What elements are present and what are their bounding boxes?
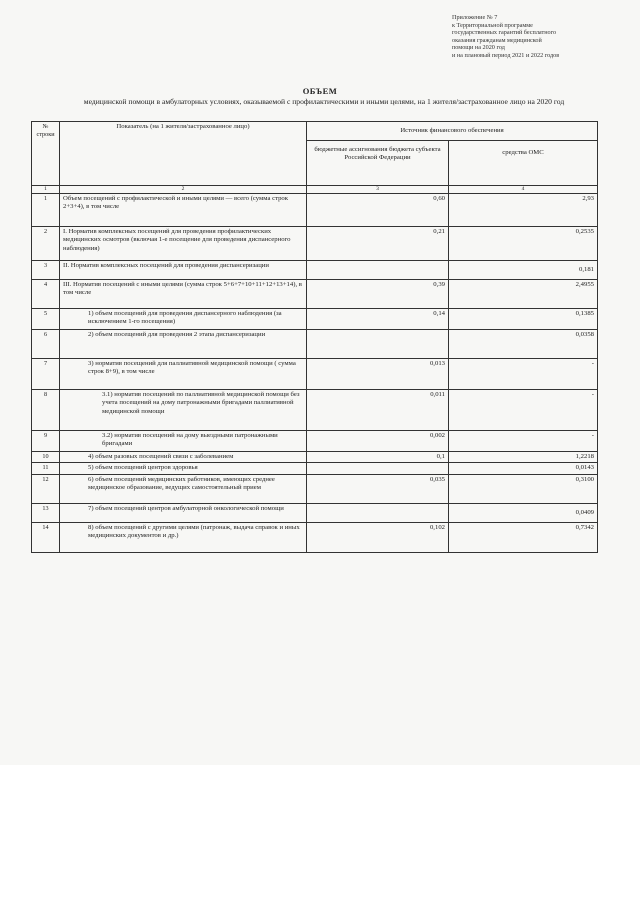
table-row [32, 503, 598, 522]
row-indicator: 1) объем посещений для проведения диспансерного наблюдения (за исключением 1-го посещения) [60, 309, 307, 330]
row-oms-value: 0,0409 [449, 503, 598, 522]
row-indicator: Объем посещений с профилактической и иными целями — всего (сумма строк 2+3+4), в том числе [60, 194, 307, 227]
appendix-line: к Территориальной программе [452, 21, 533, 29]
table-row [32, 463, 598, 474]
row-oms-value: - [449, 390, 598, 431]
appendix-note [452, 14, 632, 60]
row-indicator: III. Норматив посещений с иными целями (сумма строк 5+6+7+10+11+12+13+14), в том числе [60, 280, 307, 309]
table-row [32, 194, 598, 227]
row-indicator: I. Норматив комплексных посещений для проведения профилактических медицинских осмотров (включая 1-е посещение для проведения диспансерного наблюдения) [60, 227, 307, 261]
appendix-line: помощи на 2020 год [452, 44, 505, 52]
column-number: 3 [307, 186, 449, 194]
row-oms-value: 1,2218 [449, 452, 598, 463]
table-row [32, 522, 598, 552]
header-financing-source: Источник финансового обеспечения [307, 122, 598, 141]
table-row [32, 359, 598, 390]
row-oms-value: - [449, 431, 598, 452]
row-number: 6 [32, 330, 60, 359]
row-oms-value: 2,4955 [449, 280, 598, 309]
row-oms-value: 0,0143 [449, 463, 598, 474]
row-indicator: 6) объем посещений медицинских работников, имеющих среднее медицинское образование, ведущих самостоятельный прием [60, 474, 307, 503]
row-budget-value: 0,102 [307, 522, 449, 552]
row-indicator: 5) объем посещений центров здоровья [60, 463, 307, 474]
row-indicator: 3.1) норматив посещений по паллиативной медицинской помощи без учета посещений на дому патронажными бригадами паллиативной медицинской помощи [60, 390, 307, 431]
table-row [32, 474, 598, 503]
row-budget-value [307, 463, 449, 474]
table-row [32, 280, 598, 309]
row-indicator: 3.2) норматив посещений на дому выездными патронажными бригадами [60, 431, 307, 452]
row-oms-value: 0,2535 [449, 227, 598, 261]
row-oms-value: 0,7342 [449, 522, 598, 552]
document-title: ОБЪЕМ [302, 86, 338, 96]
row-number: 9 [32, 431, 60, 452]
appendix-line: оказания гражданам медицинской [452, 36, 542, 44]
row-budget-value: 0,002 [307, 431, 449, 452]
row-oms-value: 2,93 [449, 194, 598, 227]
table-row [32, 309, 598, 330]
row-budget-value: 0,035 [307, 474, 449, 503]
row-budget-value [307, 261, 449, 280]
row-oms-value: 0,3100 [449, 474, 598, 503]
table-row [32, 330, 598, 359]
row-number: 4 [32, 280, 60, 309]
row-oms-value: - [449, 359, 598, 390]
document-subtitle: медицинской помощи в амбулаторных условиях, оказываемой с профилактическими и иными целями, на 1 жителя/застрахованное лицо на 2020 год [83, 97, 565, 106]
row-budget-value: 0,60 [307, 194, 449, 227]
row-number: 11 [32, 463, 60, 474]
row-indicator: II. Норматив комплексных посещений для проведения диспансеризации [60, 261, 307, 280]
table-row [32, 431, 598, 452]
row-oms-value: 0,181 [449, 261, 598, 280]
row-number: 10 [32, 452, 60, 463]
table-row [32, 227, 598, 261]
header-budget: бюджетные ассигнования бюджета субъекта Российской Федерации [307, 141, 449, 186]
row-budget-value [307, 330, 449, 359]
row-budget-value [307, 503, 449, 522]
column-number: 2 [60, 186, 307, 194]
row-number: 2 [32, 227, 60, 261]
table-row [32, 452, 598, 463]
row-oms-value: 0,1385 [449, 309, 598, 330]
table-row [32, 261, 598, 280]
row-oms-value: 0,0358 [449, 330, 598, 359]
row-indicator: 4) объем разовых посещений связи с заболеванием [60, 452, 307, 463]
row-number: 12 [32, 474, 60, 503]
appendix-line: и на плановый период 2021 и 2022 годов [452, 51, 560, 59]
row-indicator: 7) объем посещений центров амбулаторной онкологической помощи [60, 503, 307, 522]
row-indicator: 2) объем посещений для проведения 2 этапа диспансеризации [60, 330, 307, 359]
row-number: 8 [32, 390, 60, 431]
table-row [32, 390, 598, 431]
column-number-row [32, 186, 598, 194]
row-budget-value: 0,011 [307, 390, 449, 431]
row-number: 13 [32, 503, 60, 522]
row-number: 5 [32, 309, 60, 330]
row-budget-value: 0,39 [307, 280, 449, 309]
row-number: 1 [32, 194, 60, 227]
row-indicator: 8) объем посещений с другими целями (патронаж, выдача справок и иных медицинских документов и др.) [60, 522, 307, 552]
row-budget-value: 0,21 [307, 227, 449, 261]
row-number: 3 [32, 261, 60, 280]
appendix-line: Приложение № 7 [452, 14, 498, 21]
header-row-number: № строки [32, 122, 60, 186]
volume-table [31, 121, 598, 553]
row-indicator: 3) норматив посещений для паллиативной медицинской помощи ( сумма строк 8+9), в том числе [60, 359, 307, 390]
row-number: 7 [32, 359, 60, 390]
row-budget-value: 0,1 [307, 452, 449, 463]
header-indicator: Показатель (на 1 жителя/застрахованное лицо) [60, 122, 307, 186]
column-number: 4 [449, 186, 598, 194]
column-number: 1 [32, 186, 60, 194]
row-number: 14 [32, 522, 60, 552]
row-budget-value: 0,14 [307, 309, 449, 330]
appendix-line: государственных гарантий бесплатного [452, 29, 557, 37]
row-budget-value: 0,013 [307, 359, 449, 390]
header-oms: средства ОМС [449, 141, 598, 186]
